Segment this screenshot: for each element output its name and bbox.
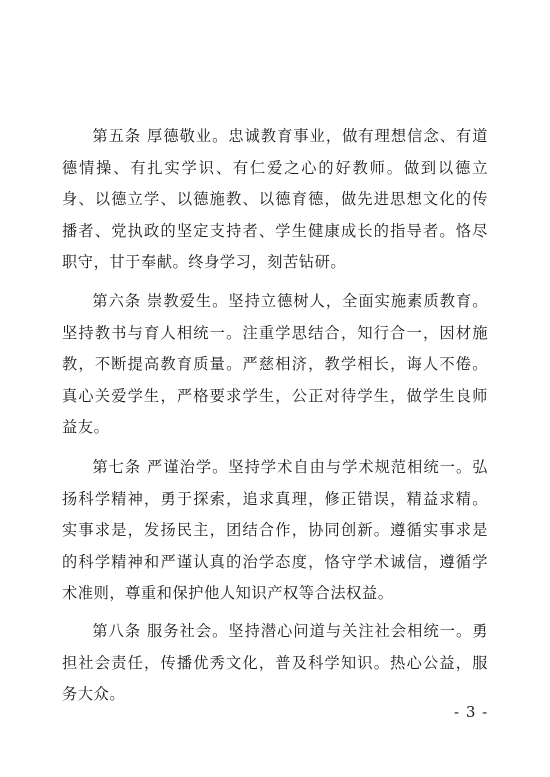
article-8-paragraph: 第八条 服务社会。坚持潜心问道与关注社会相统一。勇担社会责任，传播优秀文化，普及科学知识。热心公益，服务大众。: [62, 622, 488, 704]
page-number: - 3 -: [454, 703, 489, 721]
article-5-paragraph: 第五条 厚德敬业。忠诚教育事业，做有理想信念、有道德情操、有扎实学识、有仁爱之心的好教师。做到以德立身、以德立学、以德施教、以德育德，做先进思想文化的传播者、党执政的坚定支持者、学生健康成长的指导者。恪尽职守，甘于奉献。终身学习，刻苦钻研。: [62, 127, 488, 272]
article-7-paragraph: 第七条 严谨治学。坚持学术自由与学术规范相统一。弘扬科学精神，勇于探索，追求真理，修正错误，精益求精。实事求是，发扬民主，团结合作，协同创新。遵循实事求是的科学精神和严谨认真的治学态度，恪守学术诚信，遵循学术准则，尊重和保护他人知识产权等合法权益。: [62, 458, 488, 603]
article-6-paragraph: 第六条 崇教爱生。坚持立德树人，全面实施素质教育。坚持教书与育人相统一。注重学思结合，知行合一，因材施教，不断提高教育质量。严慈相济，教学相长，诲人不倦。真心关爱学生，严格要求学生，公正对待学生，做学生良师益友。: [62, 292, 488, 437]
